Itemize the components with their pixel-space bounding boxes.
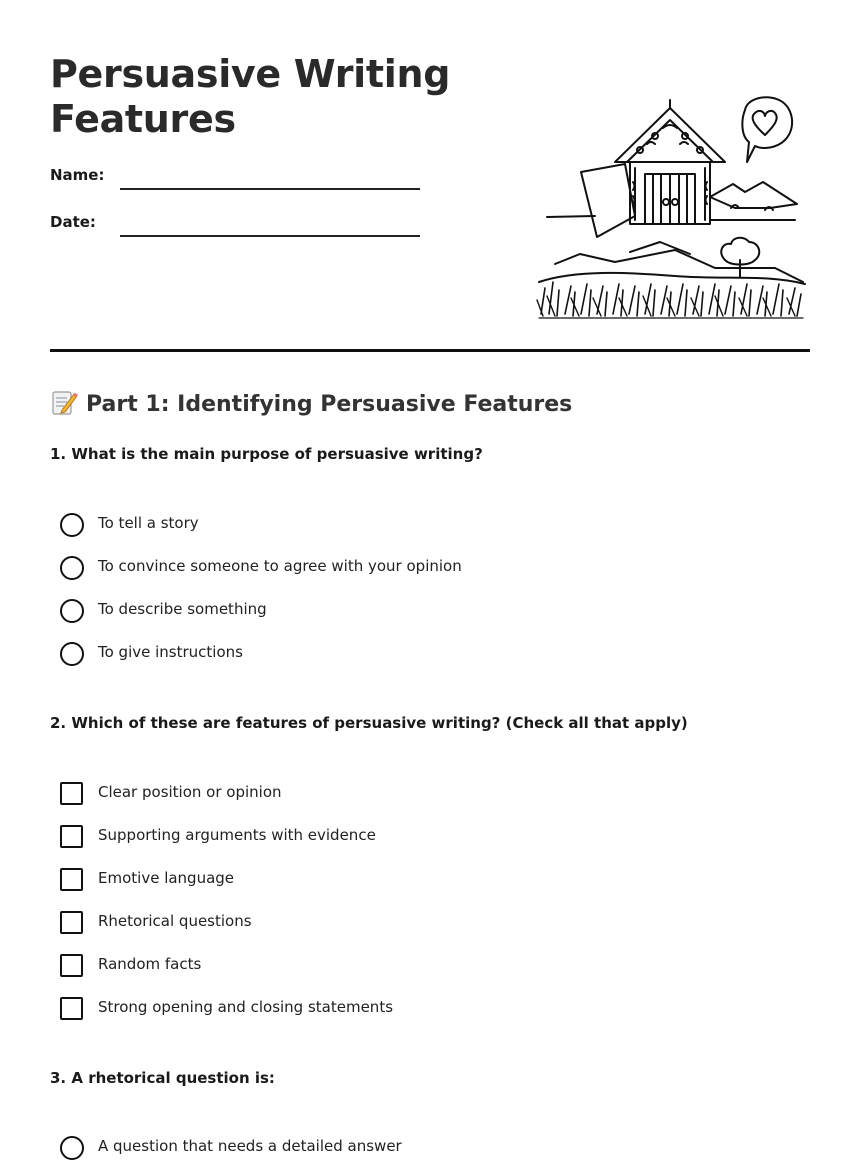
worksheet-header — [50, 0, 810, 417]
question-3-text: 3. A rhetorical question is: — [50, 1069, 275, 1087]
option-label: Rhetorical questions — [98, 912, 252, 930]
option-label: To describe something — [98, 600, 267, 618]
marae-landscape-illustration — [535, 92, 810, 324]
question-1-text: 1. What is the main purpose of persuasive writing? — [50, 445, 483, 463]
memo-icon — [50, 388, 78, 416]
section-divider — [50, 349, 810, 352]
section-title-text: Part 1: Identifying Persuasive Features — [86, 392, 573, 417]
question-2-text: 2. Which of these are features of persuasive writing? (Check all that apply) — [50, 714, 688, 732]
checkbox[interactable] — [60, 782, 83, 805]
name-line[interactable] — [120, 188, 420, 190]
section-heading — [50, 388, 572, 417]
option-label: Emotive language — [98, 869, 235, 887]
checkbox[interactable] — [60, 868, 83, 891]
option-label: Supporting arguments with evidence — [98, 826, 376, 844]
option-label: Strong opening and closing statements — [98, 998, 394, 1016]
radio-button[interactable] — [60, 642, 84, 666]
option-label: To convince someone to agree with your opinion — [98, 557, 462, 575]
date-line[interactable] — [120, 235, 420, 237]
checkbox[interactable] — [60, 997, 83, 1020]
radio-button[interactable] — [60, 556, 84, 580]
name-field[interactable] — [50, 166, 420, 196]
date-field[interactable] — [50, 213, 420, 243]
checkbox[interactable] — [60, 911, 83, 934]
worksheet-page — [50, 0, 810, 1155]
date-label: Date: — [50, 213, 96, 231]
radio-button[interactable] — [60, 599, 84, 623]
option-label: To give instructions — [98, 643, 243, 661]
name-label: Name: — [50, 166, 105, 184]
option-label: A question that needs a detailed answer — [98, 1137, 402, 1155]
option-label: Clear position or opinion — [98, 783, 282, 801]
option-label: To tell a story — [98, 514, 199, 532]
checkbox[interactable] — [60, 954, 83, 977]
page-title: Persuasive Writing Features — [50, 52, 451, 141]
radio-button[interactable] — [60, 1136, 84, 1160]
checkbox[interactable] — [60, 825, 83, 848]
option-label: Random facts — [98, 955, 202, 973]
radio-button[interactable] — [60, 513, 84, 537]
